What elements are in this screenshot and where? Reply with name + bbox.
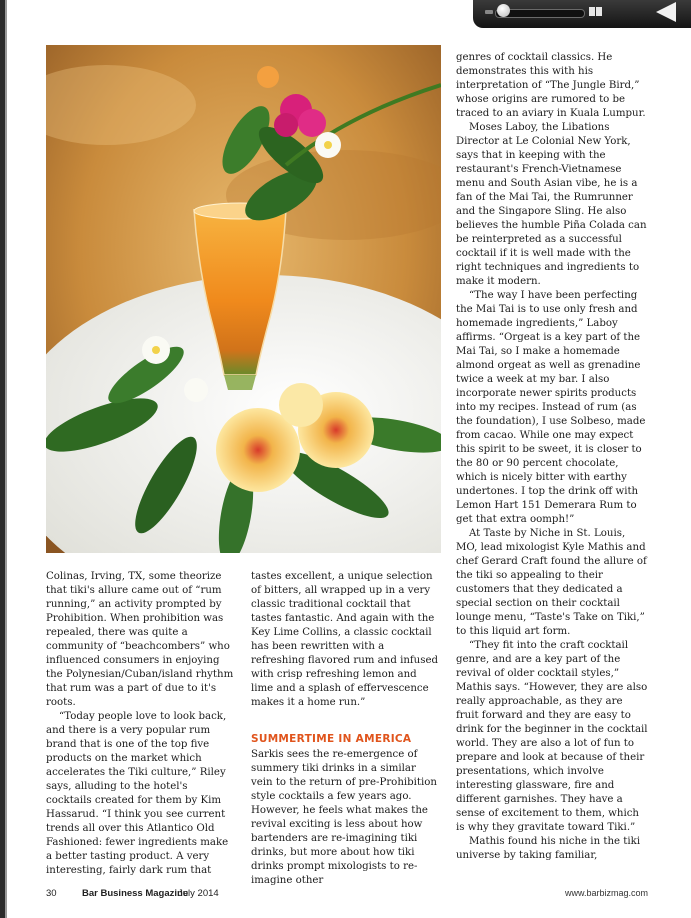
right-text-column	[456, 51, 648, 863]
back-icon[interactable]	[656, 2, 676, 22]
paragraph: At Taste by Niche in St. Louis, MO, lead mixologist Kyle Mathis and chef Gerard Craft found the allure of the tiki so appealing to their customers that they dedicated a special section on their cocktail lounge menu, “Taste's Take on Tiki,” to this liquid art form.	[456, 528, 647, 637]
page-spine-edge	[5, 0, 7, 918]
paragraph: “Today people love to look back, and there is a very popular rum brand that is one of the top five products on the market which accelerates the Tiki culture,” Riley says, alluding to the hotel's cocktails created for them by Kim Hassarud. “I think you see current trends all over this Atlantico Old Fashioned: fewer ingredients make a better tasting product. A very interesting, fairly dark rum that	[46, 711, 229, 876]
paragraph: “The way I have been perfecting the Mai Tai is to use only fresh and homemade ingredients,” Laboy affirms. “Orgeat is a key part of the Mai Tai, so I make a homemade almond orgeat as well as grenadine twice a week at my bar. I also incorporate newer spirits products into my recipes. Instead of rum (as the foundation), I use Solbeso, made from cacao. While one may expect this spirit to be sweet, it is closer to the 80 or 90 percent chocolate, which is nicely bitter with earthy undertones. I top the drink off with Lemon Hart 151 Demerara Rum to get that extra oomph!”	[456, 290, 646, 525]
middle-text-column	[251, 570, 439, 888]
paragraph: tastes excellent, a unique selection of bitters, all wrapped up in a very classic traditional cocktail that tastes fantastic. And again with the Key Lime Collins, a classic cocktail has been rewritten with a refreshing flavored rum and infused with crisp refreshing lemon and lime and a splash of effervescence makes it a home run.”	[251, 571, 439, 708]
page-number: 30	[46, 888, 57, 899]
magazine-name: Bar Business Magazine	[82, 888, 189, 899]
viewer-toolbar	[473, 0, 691, 28]
paragraph: genres of cocktail classics. He demonstrates this with his interpretation of “The Jungle Bird,” whose origins are rumored to be traced to an aviary in Kuala Lumpur.	[456, 52, 646, 119]
two-page-icon[interactable]	[589, 7, 603, 17]
cocktail-photo	[46, 45, 441, 553]
magazine-url: www.barbizmag.com	[564, 888, 648, 898]
page-slider-knob[interactable]	[497, 4, 510, 17]
paragraph: “They fit into the craft cocktail genre, and are a key part of the revival of older cocktail styles,” Mathis says. “However, they are also really approachable, as they are fruit forward and they are easy to drink for the beginner in the cocktail world. They are also a lot of fun to prepare and look at because of their presentations, which involve interesting glassware, fire and different garnishes. They have a sense of excitement to them, which is why they gravitate toward Tiki.”	[456, 640, 648, 833]
left-text-column	[46, 570, 234, 878]
paragraph: Moses Laboy, the Libations Director at Le Colonial New York, says that in keeping with the restaurant's French-Vietnamese menu and South Asian vibe, he is a fan of the Mai Tai, the Rumrunner and the Singapore Sling. He also believes the humble Piña Colada can be reinterpreted as a successful cocktail if it is well made with the right techniques and ingredients to make it modern.	[456, 122, 647, 287]
section-subhead: SUMMERTIME IN AMERICA	[251, 733, 412, 745]
issue-date: July 2014	[178, 888, 219, 899]
paragraph: Colinas, Irving, TX, some theorize that tiki's allure came out of “rum running,” an activity prompted by Prohibition. When prohibition was repealed, there was quite a community of “beachcombers” who influenced consumers in enjoying the Polynesian/Cuban/island rhythm that rum was a part of due to it's roots.	[46, 571, 234, 708]
slider-start-icon	[485, 10, 493, 14]
paragraph: Mathis found his niche in the tiki universe by taking familiar,	[456, 836, 641, 861]
paragraph: Sarkis sees the re-emergence of summery tiki drinks in a similar vein to the return of pre-Prohibition style cocktails a few years ago. However, he feels what makes the revival exciting is less about how bartenders are re-imagining tiki drinks, but more about how tiki drinks prompt mixologists to re-imagine other	[251, 749, 437, 886]
